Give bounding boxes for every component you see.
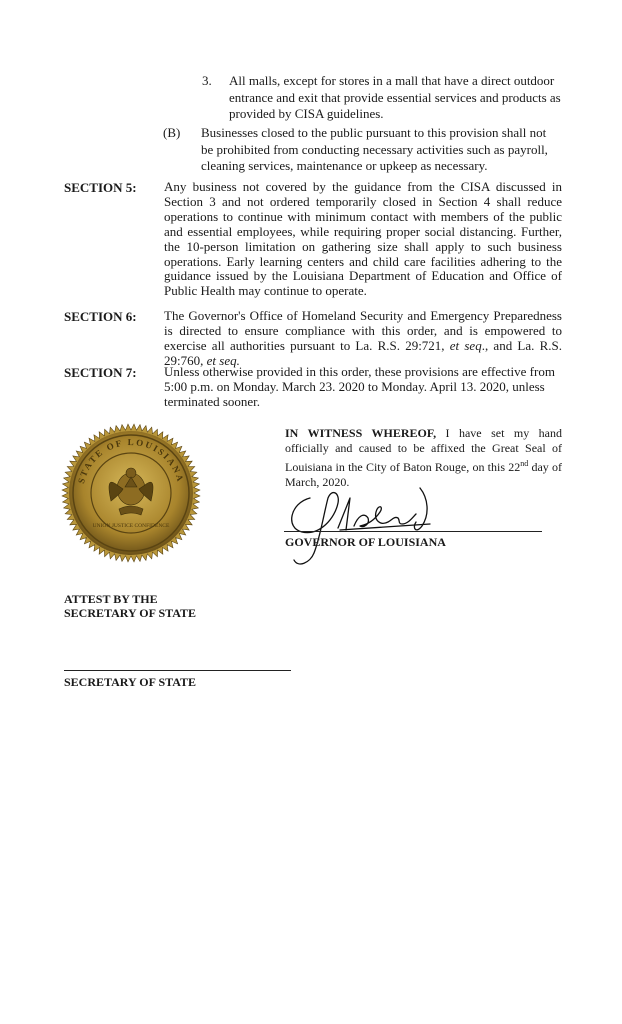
attest-line-1: ATTEST BY THE xyxy=(64,592,158,606)
section-5-text: Any business not covered by the guidance from the CISA discussed in Section 3 and not ordered temporarily closed in Section 4 shall reduce operations to continue with minimum contact with members of the public and essential employees, while requiring proper social distancing. Further, the 10-person limitation on gathering size shall apply to such business operations. Early learning centers and child care facilities adhering to the guidance issued by the Louisiana Department of Education and Office of Public Health may continue to operate. xyxy=(164,179,562,299)
section-6-label: SECTION 6: xyxy=(64,309,137,324)
list-item-text: All malls, except for stores in a mall that have a direct outdoor entrance and exit that provide essential services and products as provided by CISA guidelines. xyxy=(229,73,561,121)
section-7-text: Unless otherwise provided in this order, these provisions are effective from 5:00 p.m. on Monday. March 23. 2020 to Monday. April 13. 2020, unless terminated sooner. xyxy=(164,364,555,409)
list-item-text: Businesses closed to the public pursuant to this provision shall not be prohibited from conducting necessary activities such as payroll, cleaning services, maintenance or upkeep as necessary. xyxy=(201,125,548,173)
governor-signature xyxy=(280,468,450,573)
governor-title: GOVERNOR OF LOUISIANA xyxy=(285,535,446,549)
section-7-label: SECTION 7: xyxy=(64,365,137,380)
svg-text:UNION JUSTICE CONFIDENCE: UNION JUSTICE CONFIDENCE xyxy=(92,523,170,529)
secretary-title: SECRETARY OF STATE xyxy=(64,675,197,689)
attest-block xyxy=(64,592,196,620)
section-5-label: SECTION 5: xyxy=(64,180,137,195)
section-6-text: The Governor's Office of Homeland Security and Emergency Preparedness is directed to ensure compliance with this order, and is empowered to exercise all authorities pursuant to La. R.S. 29:721, et seq., and La. R.S. 29:760, et seq. xyxy=(164,308,562,368)
attest-line-2: SECRETARY OF STATE xyxy=(64,606,197,620)
governor-signature-line xyxy=(284,531,542,532)
secretary-signature-line xyxy=(64,670,291,671)
witness-paragraph: IN WITNESS WHEREOF, I have set my hand officially and caused to be affixed the Great Seal of Louisiana in the City of Baton Rouge, on this 22nd day of March, 2020. xyxy=(285,426,562,489)
svg-text:STATE OF LOUISIANA: STATE OF LOUISIANA xyxy=(75,436,186,485)
list-item-number: 3. xyxy=(202,73,212,88)
list-item-number: (B) xyxy=(163,125,181,140)
great-seal-of-louisiana xyxy=(61,423,201,563)
